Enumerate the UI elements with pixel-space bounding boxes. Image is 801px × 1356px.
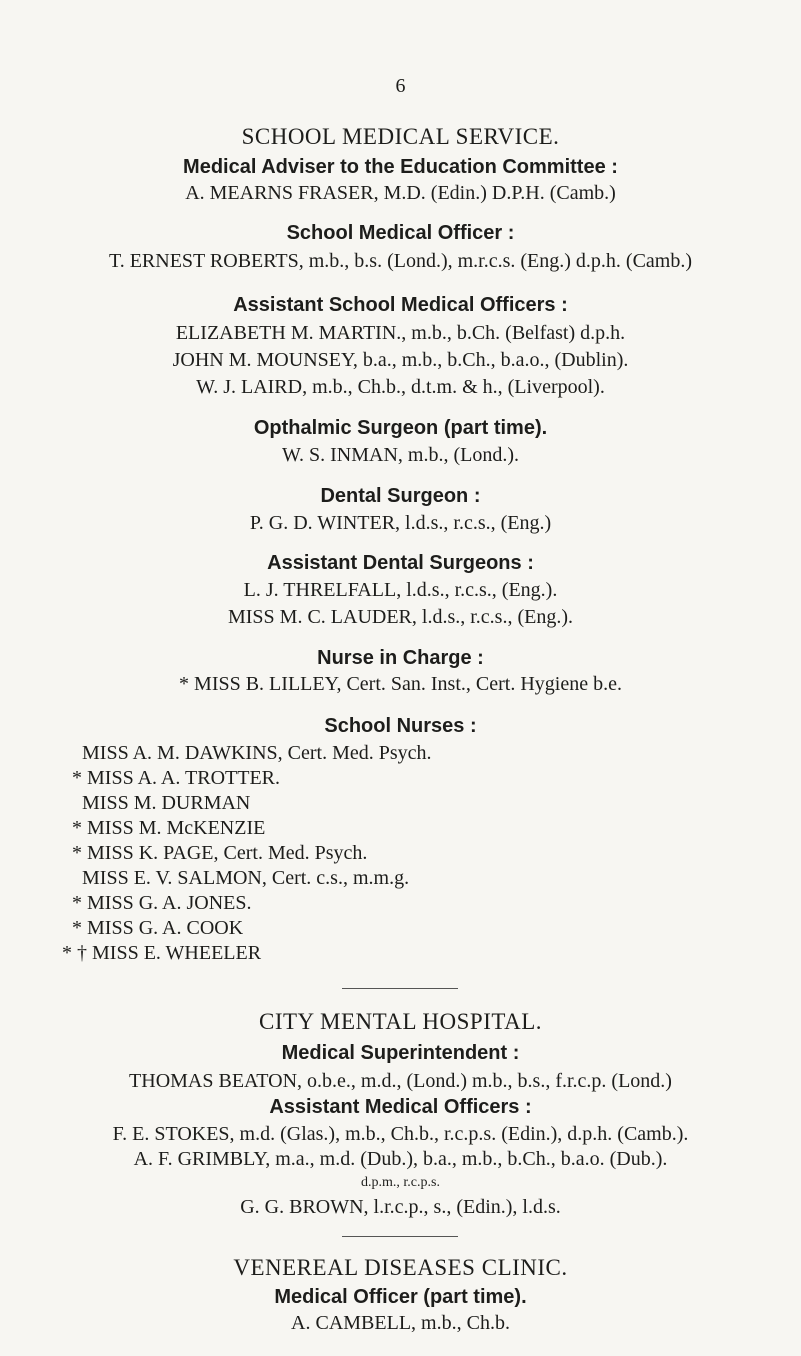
venereal-officer-name: A. CAMBELL, m.b., Ch.b.: [291, 1312, 510, 1334]
nurse-in-charge-name: * MISS B. LILLEY, Cert. San. Inst., Cert. Hygiene b.e.: [179, 673, 622, 695]
venereal-section-title: VENEREAL DISEASES CLINIC.: [233, 1255, 568, 1280]
opthalmic-name: W. S. INMAN, m.b., (Lond.).: [281, 444, 520, 466]
superintendent-heading: Medical Superintendent :: [281, 1042, 520, 1064]
mental-assistant: G. G. BROWN, l.r.c.p., s., (Edin.), l.d.s.: [240, 1196, 561, 1218]
mental-section-title: CITY MENTAL HOSPITAL.: [258, 1009, 542, 1034]
asst-dental-name: L. J. THRELFALL, l.d.s., r.c.s., (Eng.).: [243, 579, 558, 601]
assistant-officer: W. J. LAIRD, m.b., Ch.b., d.t.m. & h., (Liverpool).: [196, 376, 605, 398]
opthalmic-heading: Opthalmic Surgeon (part time).: [253, 417, 548, 439]
school-nurses-heading: School Nurses :: [324, 715, 477, 737]
divider: [342, 1236, 458, 1237]
adviser-heading: Medical Adviser to the Education Committee :: [183, 156, 618, 178]
divider: [342, 988, 458, 989]
dental-heading: Dental Surgeon :: [320, 485, 481, 507]
officer-heading: School Medical Officer :: [286, 222, 515, 244]
mental-assistant: A. F. GRIMBLY, m.a., m.d. (Dub.), b.a., m.b., b.Ch., b.a.o. (Dub.).: [133, 1148, 668, 1170]
school-nurse: * MISS M. McKENZIE: [72, 817, 266, 839]
nurse-in-charge-heading: Nurse in Charge :: [317, 647, 484, 669]
mental-assistant-heading: Assistant Medical Officers :: [269, 1096, 532, 1118]
superintendent-name: THOMAS BEATON, o.b.e., m.d., (Lond.) m.b., b.s., f.r.c.p. (Lond.): [129, 1070, 672, 1092]
school-nurse: MISS A. M. DAWKINS, Cert. Med. Psych.: [82, 742, 432, 764]
school-nurse: * MISS K. PAGE, Cert. Med. Psych.: [72, 842, 368, 864]
school-nurse: * † MISS E. WHEELER: [62, 942, 262, 964]
venereal-officer-heading: Medical Officer (part time).: [274, 1286, 527, 1308]
assistant-officer: JOHN M. MOUNSEY, b.a., m.b., b.Ch., b.a.o., (Dublin).: [172, 349, 629, 371]
asst-dental-name: MISS M. C. LAUDER, l.d.s., r.c.s., (Eng.).: [227, 606, 573, 628]
school-nurse: MISS E. V. SALMON, Cert. c.s., m.m.g.: [82, 867, 410, 889]
page-number: 6: [395, 75, 406, 97]
school-nurse: * MISS G. A. JONES.: [72, 892, 252, 914]
assistant-officers-heading: Assistant School Medical Officers :: [233, 294, 568, 316]
school-nurse: MISS M. DURMAN: [82, 792, 251, 814]
asst-dental-heading: Assistant Dental Surgeons :: [267, 552, 534, 574]
mental-assistant-qualification: d.p.m., r.c.p.s.: [361, 1175, 440, 1190]
school-nurse: * MISS G. A. COOK: [72, 917, 244, 939]
dental-name: P. G. D. WINTER, l.d.s., r.c.s., (Eng.): [249, 512, 552, 534]
adviser-name: A. MEARNS FRASER, M.D. (Edin.) D.P.H. (Camb.): [185, 182, 616, 204]
school-section-title: SCHOOL MEDICAL SERVICE.: [241, 124, 560, 149]
assistant-officer: ELIZABETH M. MARTIN., m.b., b.Ch. (Belfast) d.p.h.: [175, 322, 626, 344]
mental-assistant: F. E. STOKES, m.d. (Glas.), m.b., Ch.b., r.c.p.s. (Edin.), d.p.h. (Camb.).: [112, 1123, 689, 1145]
school-nurse: * MISS A. A. TROTTER.: [72, 767, 280, 789]
officer-name: T. ERNEST ROBERTS, m.b., b.s. (Lond.), m.r.c.s. (Eng.) d.p.h. (Camb.): [108, 250, 693, 272]
